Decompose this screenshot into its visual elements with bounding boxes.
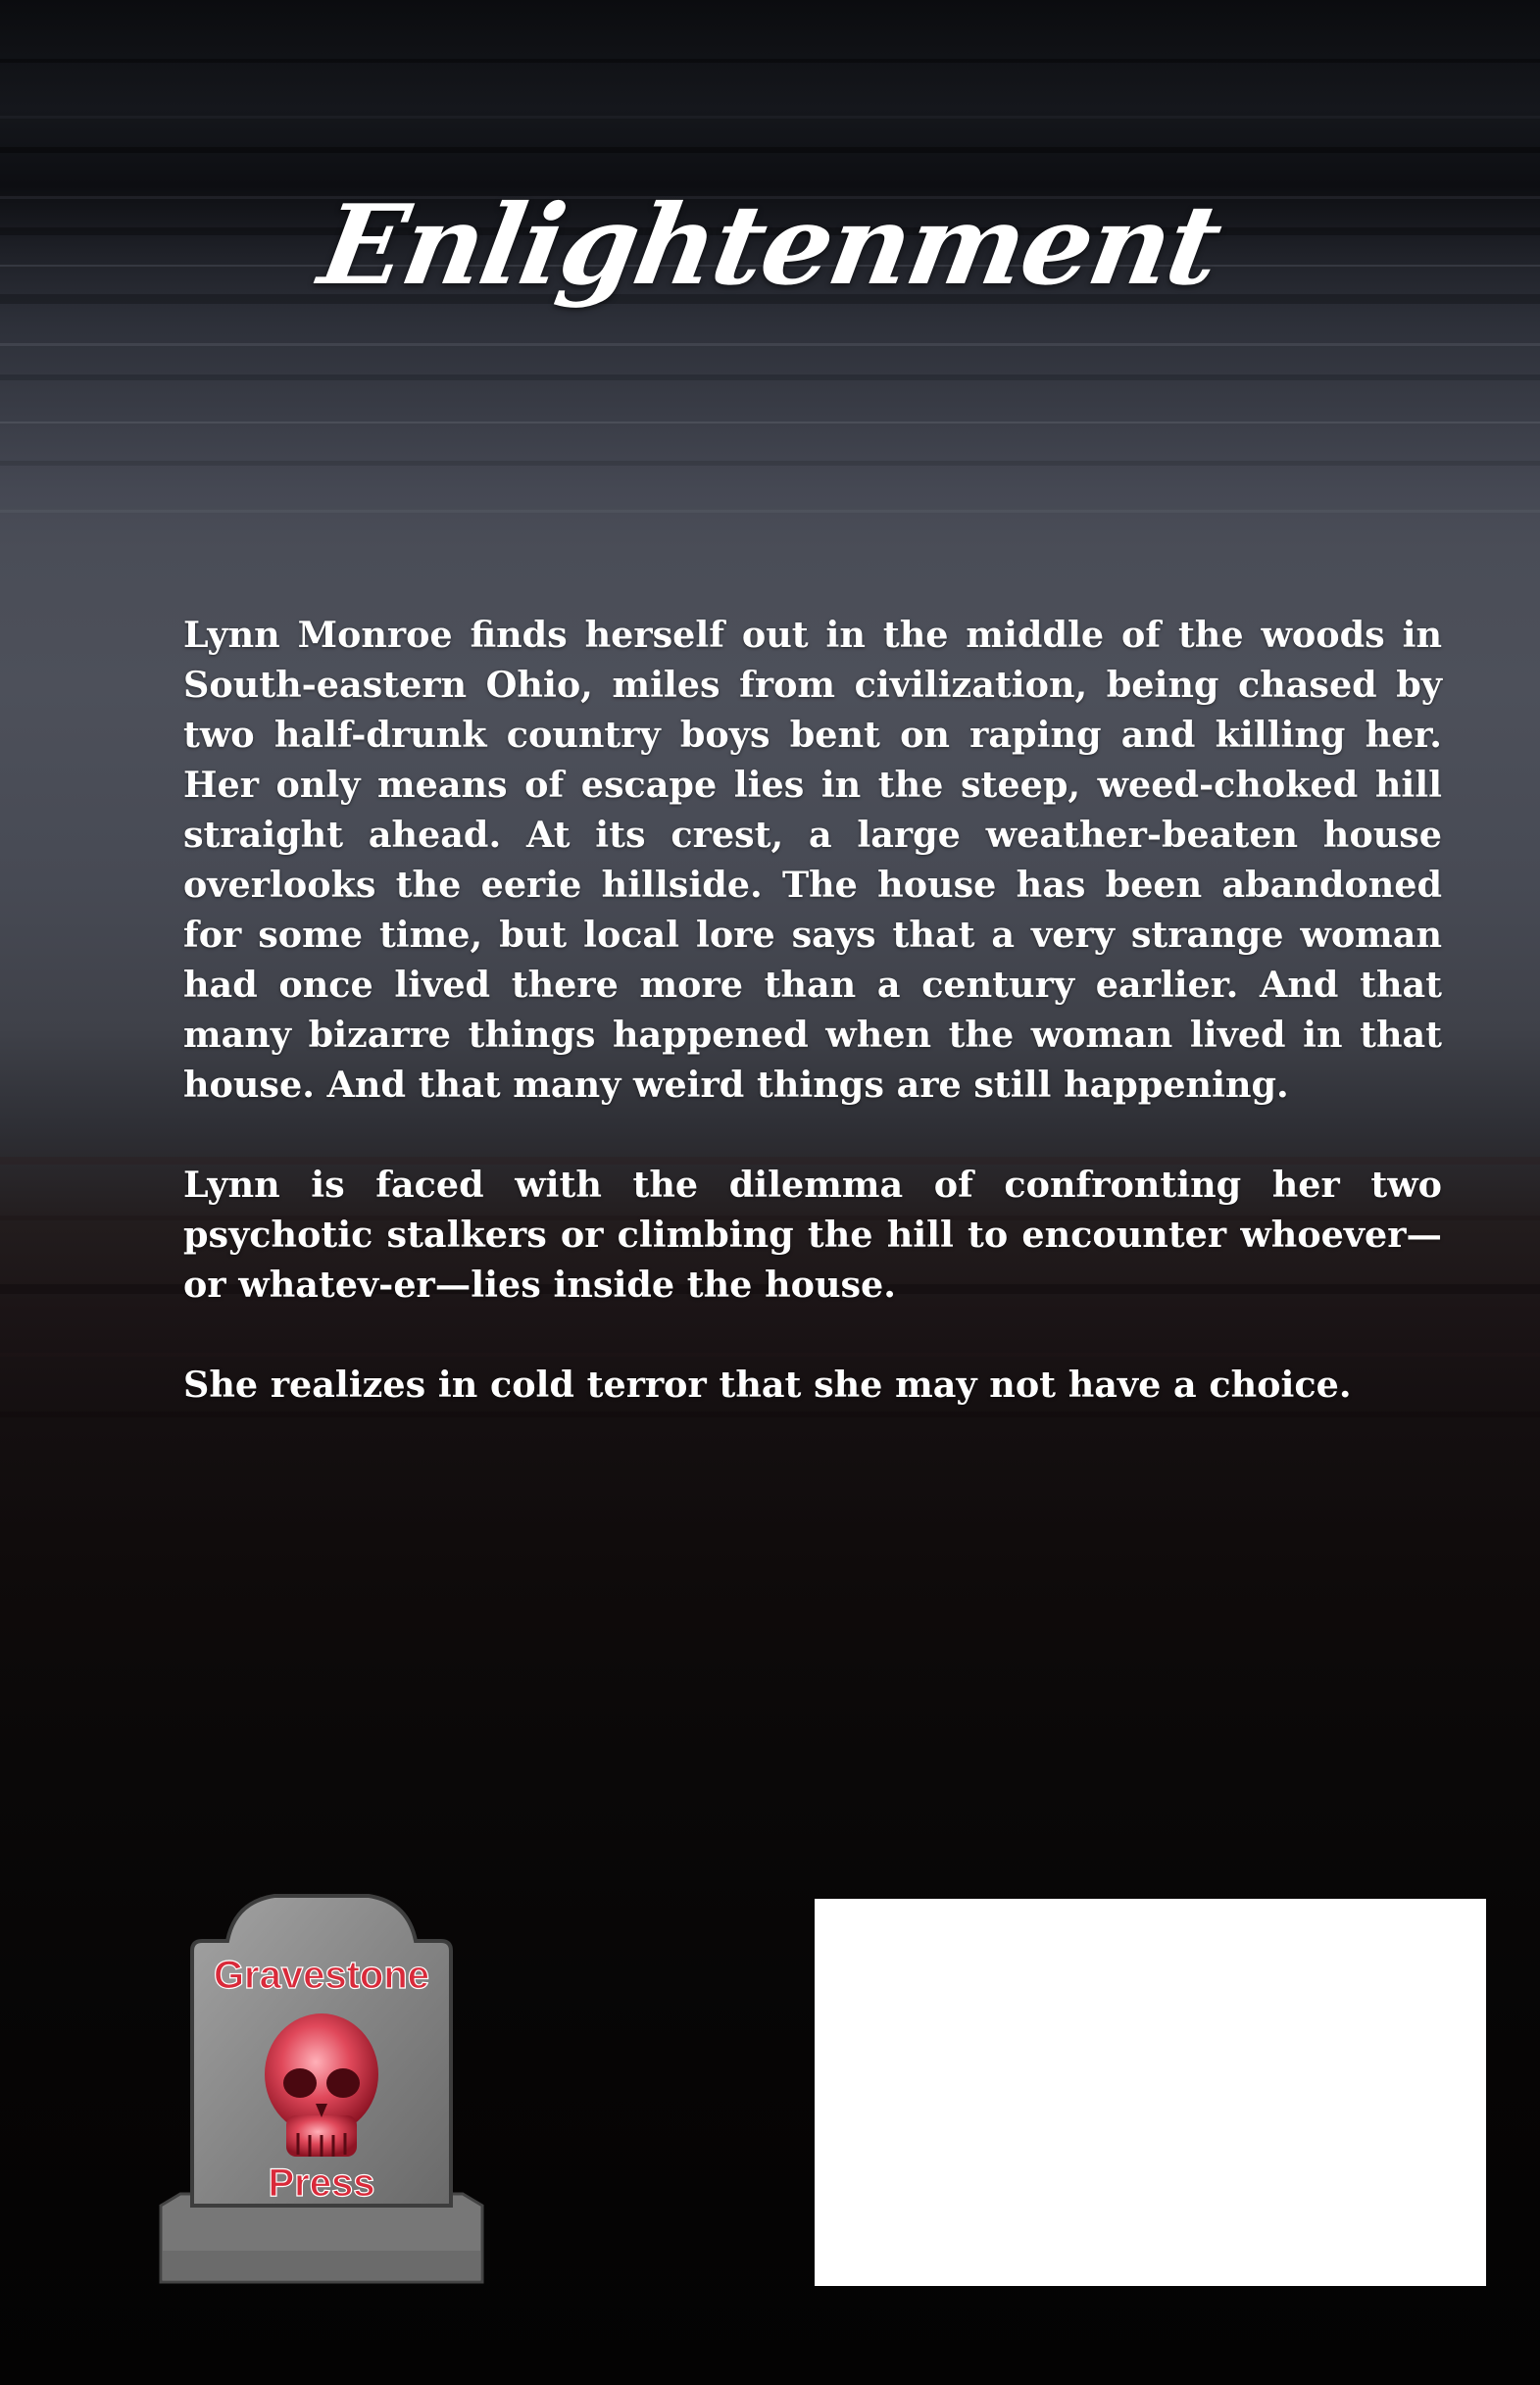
barcode-placeholder	[815, 1899, 1486, 2286]
book-title: Enlightenment	[311, 181, 1229, 310]
blurb-paragraph: She realizes in cold terror that she may not have a choice.	[183, 1364, 1352, 1406]
book-blurb	[183, 610, 1442, 1460]
blurb-paragraph: Lynn is faced with the dilemma of confronting her two psychotic stalkers or climbing the hill to encounter whoever—or whatev-er—lies inside the house.	[183, 1164, 1442, 1306]
publisher-name-top: Gravestone	[213, 1954, 430, 1997]
publisher-logo	[157, 1882, 486, 2294]
publisher-name-bottom: Press	[268, 2161, 375, 2205]
blurb-paragraph: Lynn Monroe finds herself out in the middle of the woods in South-eastern Ohio, miles from civilization, being chased by two half-drunk country boys bent on raping and killing her. Her only means of escape lies in the steep, weed-choked hill straight ahead. At its crest, a large weather-beaten house overlooks the eerie hillside. The house has been abandoned for some time, but local lore says that a very strange woman had once lived there more than a century earlier. And that many bizarre things happened when the woman lived in that house. And that many weird things are still happening.	[183, 614, 1442, 1106]
